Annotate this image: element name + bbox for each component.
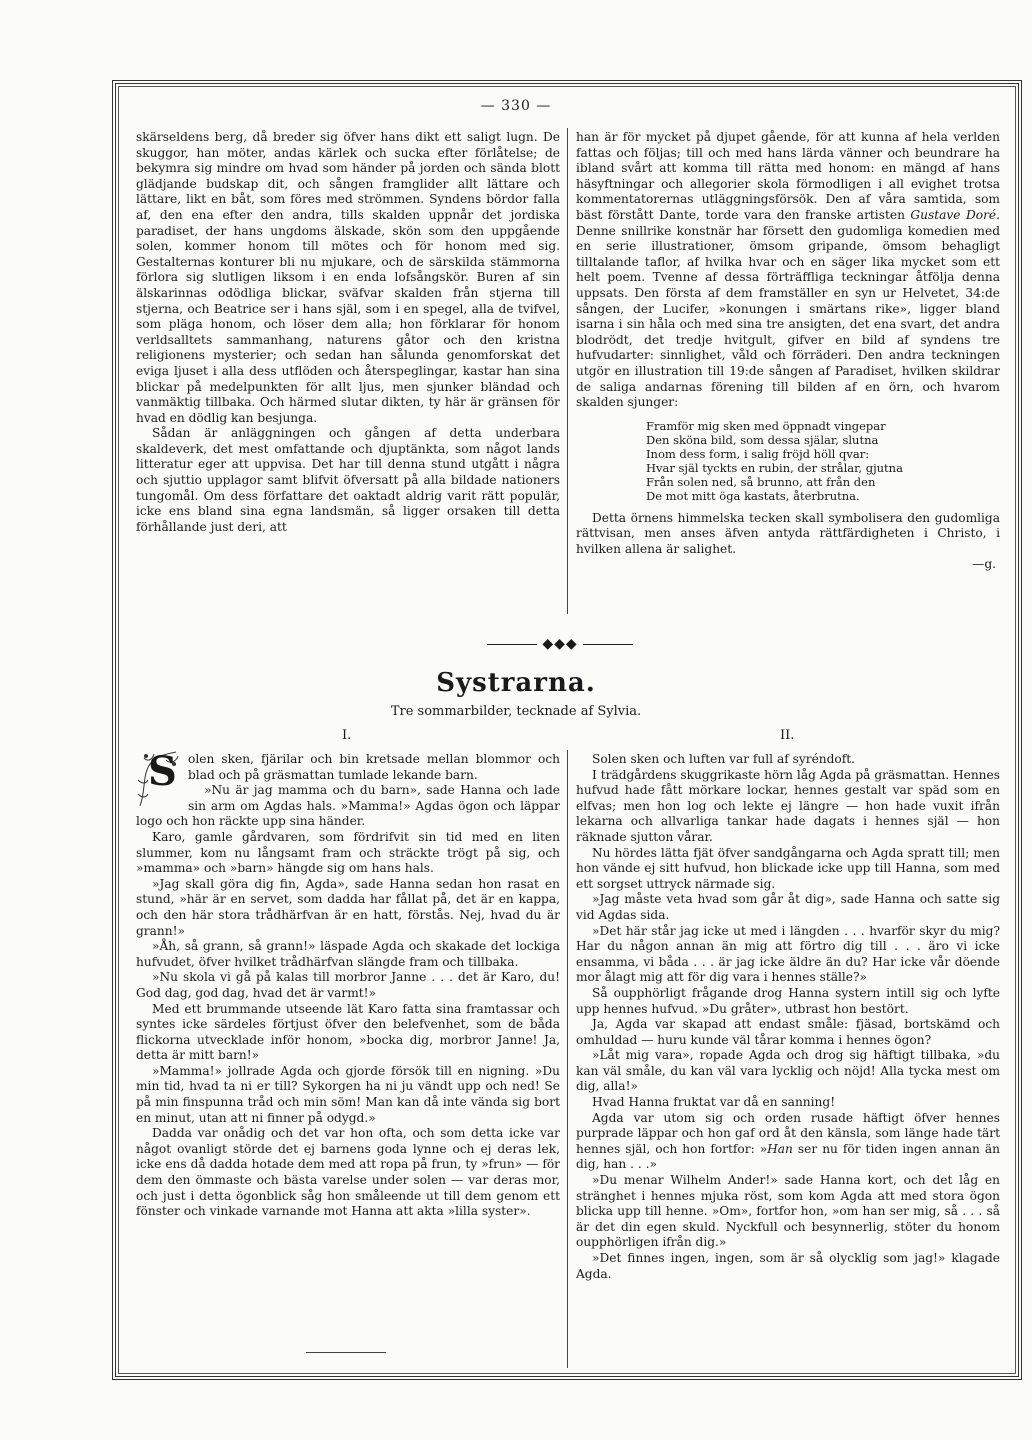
paragraph: »Mamma!» jollrade Agda och gjorde försök till en nigning. »Du min tid, hvad ta ni er till? Sykorgen ha ni ju vändt upp och ned! Se på min finspunna tråd och min söm! Man kan då inte vända sig bort en minut, utan att ni finner på odygd.»: [136, 1063, 560, 1125]
paragraph: Ja, Agda var skapad att endast småle: fjäsad, bortskämd och omhuldad — huru kunde väl tårar komma i hennes ögon?: [576, 1017, 1000, 1047]
story-subtitle: Tre sommarbilder, tecknade af Sylvia.: [390, 704, 642, 719]
paragraph-text: Agda var utom sig och orden rusade häftigt öfver hennes purprade läppar och hon gaf ord åt den känsla, som länge hade tärt hennes själ, och hon fortfor:: [576, 1110, 1000, 1156]
paragraph: »Nu är jag mamma och du barn», sade Hanna och lade sin arm om Agdas hals. »Mamma!» Agdas ögon och läppar logo och hon räckte upp sina händer.: [136, 783, 560, 829]
paragraph: Karo, gamle gårdvaren, som fördrifvit sin tid med en liten slummer, kom nu långsamt fram och sträckte trögt på sig, och »mamma» och »barn» hängde sig om hans hals.: [136, 829, 560, 876]
section-number-right: II.: [780, 728, 795, 743]
paragraph: Nu hördes lätta fjät öfver sandgångarna och Agda spratt till; men hon vände ej sitt hufvud, hon blickade icke upp till Hanna, som med ett sorgset uttryck närmade sig.: [576, 845, 1000, 891]
ornamental-divider: ◆◆◆: [470, 636, 650, 652]
paragraph: skärseldens berg, då breder sig öfver hans dikt ett saligt lugn. De skuggor, han möter, andas kärlek och sucka efter förlåtelse; de bekymra sig mindre om hvad som händer på jorden och sända blott glädjande budskap dit, och sången framglider allt lättare och lättare, likt en båt, som föres med strömmen. Syndens bördor falla af, den ena efter den andra, tills skalden uppnår det jordiska paradiset, der hans ungdoms älskade, skön som den uppgående solen, kommer honom till mötes och för honom med sig. Gestalternas konturer bli nu mjukare, och de särskilda stämmorna förlora sig slutligen liksom i en enda lofsångskör. Buren af sin älskarinnas odödliga blickar, sväfvar skalden från stjerna till stjerna, och Beatrice ser i hans själ, som i en spegel, alla de tvifvel, som pläga honom, och löser dem alla; hon förklarar för honom verldsalltets sammanhang, naturens gåtor och den kristna religionens mysterier; och sedan han sålunda genomforskat det eviga ljuset i alla dess utflöden och återspeglingar, kastar han sina blickar på medelpunkten för allt ljus, men sjunker bländad och vanmäktig tillbaka. Och härmed slutar dikten, ty här är gränsen för hvad en dödlig kan besjunga.: [136, 130, 560, 425]
poem-excerpt: [646, 419, 1000, 503]
paragraph: »Låt mig vara», ropade Agda och drog sig häftigt tillbaka, »du kan väl småle, du kan väl vara lycklig och nöjd! Alla tycka mest om dig, alla!»: [576, 1048, 1000, 1094]
paragraph-text: Denne snillrike konstnär har försett den gudomliga komedien med en serie illustrationer, ömsom gripande, ömsom behagligt tilltalande taflor, af hvilka hvar och en säger lika mycket som ett helt poem. Tvenne af dessa förträffliga teckningar åtfölja denna uppsats. Den första af dem framställer en syn ur Helvetet, 34:de sången, der Lucifer, »konungen i smärtans rike», ligger bland isarna i sin håla och med sina tre ansigten, det ena svart, det andra blodrödt, det tredje hvitgult, gifver en bild af syndens tre hufvudarter: sinnlighet, våld och förräderi. Den andra teckningen utgör en illustration till 19:de sången af Paradiset, hvilken skildrar de saliga andarnas förening till bilden af en örn, och hvarom skalden sjunger:: [576, 223, 1000, 410]
story-column-left: [136, 748, 560, 1220]
decorative-initial: [136, 750, 182, 806]
artist-name: Gustave Doré.: [910, 207, 1001, 222]
emphasis: Han: [767, 1141, 793, 1156]
paragraph: »Nu skola vi gå på kalas till morbror Janne . . . det är Karo, du! God dag, god dag, hvad det är varmt!»: [136, 970, 560, 1000]
section-number-left: I.: [342, 728, 352, 743]
poem-line: Från solen ned, så brunno, att från den: [646, 474, 876, 489]
poem-line: De mot mitt öga kastats, återbrutna.: [646, 488, 860, 503]
paragraph: »Jag måste veta hvad som går åt dig», sade Hanna och satte sig vid Agdas sida.: [576, 892, 1000, 922]
paragraph-text: ser nu för tiden ingen annan än dig, han . . .»: [576, 1141, 1001, 1172]
paragraph: Dadda var onådig och det var hon ofta, och som detta icke var något ovanligt störde det ej barnens goda lynne och ej deras lek, icke ens då dadda hotade dem med att ropa på frun, ty »frun» — för dem den ömmaste och bästa varelse under solen — var deras mor, och just i detta ögonblick såg hon småleende ut till dem genom ett fönster och vinkade varnande mot Hanna att akta »lilla syster».: [136, 1126, 560, 1219]
paragraph: Solen sken och luften var full af syréndoft.: [592, 752, 856, 766]
paragraph: »Det här står jag icke ut med i längden . . . hvarför skyr du mig? Har du någon annan än mig att förtro dig till . . . äro vi icke ensamma, vi båda . . . är jag icke äldre än du? Har icke vår döende mor ålagt mig att för dig vara i hennes ställe?»: [576, 923, 1000, 985]
paragraph: »Du menar Wilhelm Ander!» sade Hanna kort, och det låg en stränghet i hennes mjuka röst, som kom Agda att med stora ögon blicka upp till henne. »Om», fortfor hon, »om han ser mig, så . . . så är det din egen skuld. Nyckfull och besynnerlig, stöter du honom oupphörligen ifrån dig.»: [576, 1173, 1000, 1250]
end-rule: [306, 1352, 386, 1353]
paragraph: Så oupphörligt frågande drog Hanna systern intill sig och lyfte upp hennes hufvud. »Du gråter», utbrast hon bestört.: [576, 985, 1000, 1016]
paragraph-text: han är för mycket på djupet gående, för att kunna af hela verlden fattas och följas; till och med hans lärda vänner och beundrare ha ibland svårt att komma till rätta med honom: en mängd af hans häsyftningar och allegorier skola förmodligen i all evighet trotsa kommentatorernas utläggningsförsök. Den af våra samtida, som bäst förstått Dante, torde vara den franske artisten: [576, 130, 1000, 222]
column-divider: [567, 128, 568, 614]
paragraph: »Åh, så grann, så grann!» läspade Agda och skakade det lockiga hufvudet, öfver hvilket trådhärfvan slängde fram och tillbaka.: [136, 939, 560, 969]
paragraph: Sådan är anläggningen och gången af detta underbara skaldeverk, det mest omfattande och djuptänkta, som något lands litteratur eger att uppvisa. Det har till denna stund utgått i några och sjuttio upplagor samt blifvit öfversatt på alla bildade nationers tungomål. Om dess författare det oaktadt aldrig varit rätt populär, icke ens bland sina egna landsmän, så ligger orsaken till detta förhållande just deri, att: [136, 426, 560, 534]
paragraph: Med ett brummande utseende lät Karo fatta sina framtassar och syntes icke särdeles förtjust öfver den belefvenhet, som de båda flickorna utvecklade inför honom, »bocka dig, morbror Janne! Ja, detta är mitt barn!»: [136, 1001, 560, 1063]
paragraph: Hvad Hanna fruktat var då en sanning!: [592, 1095, 836, 1110]
story-title: Systrarna.: [436, 668, 596, 698]
paragraph: I trädgårdens skuggrikaste hörn låg Agda på gräsmattan. Hennes hufvud hade fått mörkare lockar, hennes gestalt var späd som en elfvas; men hon log och lekte ej längre — hon hade vuxit ifrån lekarna och allvarliga tankar hade dagats i hennes själ — hon räknade sjutton vårar.: [576, 767, 1000, 844]
paragraph: olen sken, fjärilar och bin kretsade mellan blommor och blad och på gräsmattan tumlade lekande barn.: [188, 752, 560, 782]
paragraph: Detta örnens himmelska tecken skall symbolisera den gudomliga rättvisan, men anses äfven antyda rättfärdigheten i Christo, i hvilken allena är salighet.: [576, 510, 1000, 556]
paragraph: [576, 1111, 1000, 1173]
article-column-left: [136, 130, 560, 535]
poem-line: Hvar själ tyckts en rubin, der strålar, gjutna: [646, 460, 903, 475]
quote-mark: »: [759, 1141, 768, 1156]
dropcap-letter: S: [148, 748, 177, 795]
poem-line: Inom dess form, i salig fröjd höll qvar:: [646, 446, 870, 461]
story-column-right: [576, 752, 1000, 1282]
poem-line: Framför mig sken med öppnadt vingepar: [646, 418, 886, 433]
paragraph: »Det finnes ingen, ingen, som är så olycklig som jag!» klagade Agda.: [576, 1251, 1000, 1281]
poem-line: Den sköna bild, som dessa själar, slutna: [646, 432, 879, 447]
article-column-right: [576, 130, 1000, 573]
author-signature: —g.: [972, 557, 996, 572]
paragraph: »Jag skall göra dig fin, Agda», sade Hanna sedan hon rasat en stund, »här är en servet, som dadda har fållat på, det är en kappa, och den här stora trådhärfvan är en hatt, förstås. Nej, hvad du är grann!»: [136, 876, 560, 938]
paragraph: [576, 130, 1000, 411]
column-divider: [567, 750, 568, 1368]
page-number: — 330 —: [480, 98, 552, 114]
